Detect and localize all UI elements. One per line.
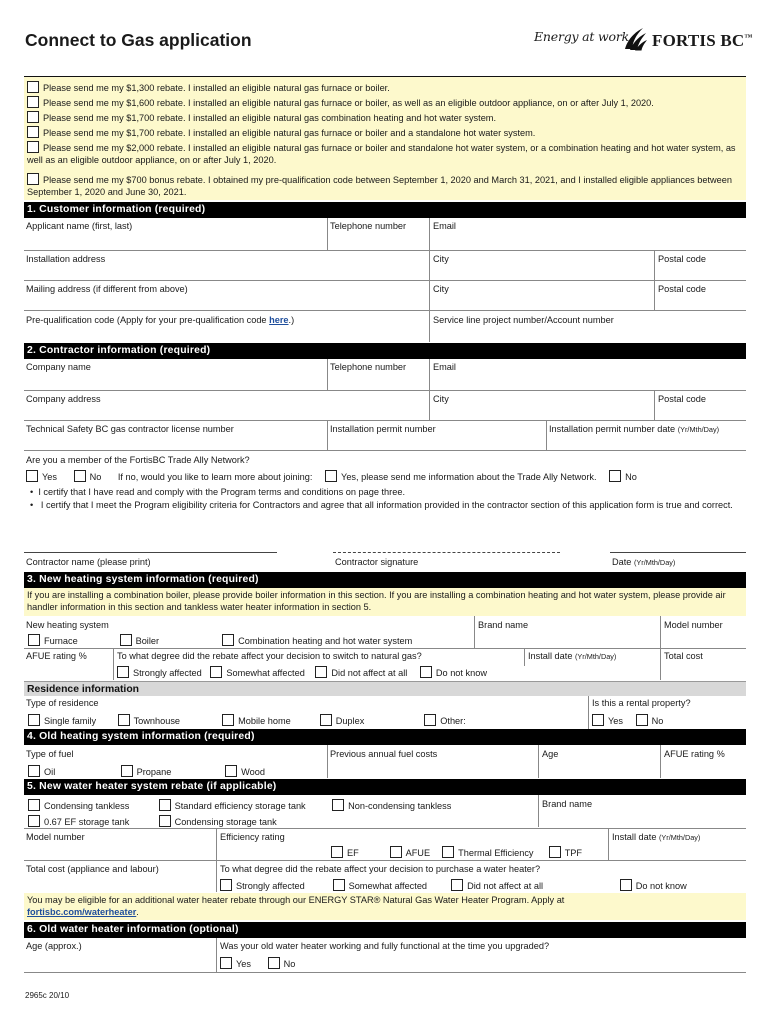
old-heater-options bbox=[220, 957, 295, 969]
certify-text: I certify that I have read and comply with the Program terms and conditions on page three. bbox=[38, 487, 406, 497]
efficiency-options bbox=[331, 846, 582, 858]
do-not-know-label: Do not know bbox=[635, 881, 687, 891]
section-6-header: 6. Old water heater information (optional) bbox=[24, 922, 746, 938]
certify-text: I certify that I meet the Program eligibility criteria for Contractors and agree that all information provided in the contractor section of this application form is true and correct. bbox=[40, 500, 733, 510]
rebate-2000-checkbox[interactable] bbox=[27, 141, 39, 153]
prequal-text-end: .) bbox=[288, 315, 295, 325]
date-format-hint: (Yr/Mth/Day) bbox=[575, 652, 617, 661]
somewhat-label: Somewhat affected bbox=[348, 881, 428, 891]
divider bbox=[24, 828, 746, 829]
postal-code-label: Postal code bbox=[658, 254, 707, 264]
waterheater-link[interactable]: fortisbc.com/waterheater bbox=[27, 906, 137, 917]
brand-name-label: Brand name bbox=[478, 620, 529, 630]
somewhat-label: Somewhat affected bbox=[226, 668, 305, 678]
oil-label: Oil bbox=[44, 767, 56, 777]
no-label: No bbox=[89, 472, 102, 482]
heating-type-options bbox=[28, 634, 412, 646]
divider bbox=[327, 218, 328, 250]
divider bbox=[24, 280, 746, 281]
date-text: Date bbox=[612, 557, 632, 567]
telephone-label: Telephone number bbox=[330, 362, 407, 372]
prequalification-code-label bbox=[26, 315, 294, 325]
not-affect-label: Did not affect at all bbox=[331, 668, 408, 678]
do-not-know-checkbox[interactable] bbox=[420, 666, 432, 678]
install-date-text: Install date bbox=[528, 651, 573, 661]
date-line bbox=[610, 552, 746, 553]
afue-checkbox[interactable] bbox=[390, 846, 402, 858]
rebate-text: Please send me my $2,000 rebate. I installed an eligible natural gas furnace or boiler and standalone hot water system, or a combination heating and hot water system, as well as an eligible outdoor appliance, on or after July 1, 2020. bbox=[27, 143, 736, 165]
townhouse-label: Townhouse bbox=[133, 716, 181, 726]
contractor-name-label: Contractor name (please print) bbox=[26, 557, 151, 567]
section-3-header: 3. New heating system information (required) bbox=[24, 572, 746, 588]
divider bbox=[24, 420, 746, 421]
certify-item: • I certify that I meet the Program eligibility criteria for Contractors and agree that all information provided in the contractor section of this application form is true and correct. bbox=[30, 500, 733, 510]
postal-code-label: Postal code bbox=[658, 394, 707, 404]
company-address-label: Company address bbox=[26, 394, 101, 404]
member-yes-checkbox[interactable] bbox=[26, 470, 38, 482]
divider bbox=[524, 648, 525, 666]
water-heater-options-1 bbox=[28, 799, 451, 811]
page-title: Connect to Gas application bbox=[25, 30, 252, 50]
date-format-hint: (Yr/Mth/Day) bbox=[633, 558, 676, 567]
name-line bbox=[24, 552, 277, 553]
degree-question: To what degree did the rebate affect your decision to purchase a water heater? bbox=[220, 864, 541, 874]
rebate-text: Please send me my $1,700 rebate. I installed an eligible natural gas furnace or boiler and a standalone hot water system. bbox=[43, 128, 536, 138]
standard-tank-label: Standard efficiency storage tank bbox=[174, 801, 306, 811]
trade-ally-options bbox=[26, 470, 637, 482]
divider bbox=[24, 390, 746, 391]
yes-label: Yes bbox=[42, 472, 57, 482]
degree-options bbox=[117, 666, 487, 678]
divider bbox=[24, 972, 746, 973]
no-label: No bbox=[283, 959, 296, 969]
rebate-option bbox=[27, 141, 741, 166]
trademark-mark: ™ bbox=[744, 32, 753, 42]
boiler-label: Boiler bbox=[135, 636, 160, 646]
fortisbc-flame-logo-icon bbox=[621, 25, 649, 53]
city-label: City bbox=[433, 254, 449, 264]
residence-header: Residence information bbox=[24, 681, 746, 696]
rental-options bbox=[592, 714, 663, 726]
boiler-checkbox[interactable] bbox=[120, 634, 132, 646]
degree-question: To what degree did the rebate affect your decision to switch to natural gas? bbox=[117, 651, 422, 661]
yes-label: Yes bbox=[608, 716, 623, 726]
residence-type-label: Type of residence bbox=[26, 698, 99, 708]
total-cost-label: Total cost bbox=[664, 651, 703, 661]
rental-yes-checkbox[interactable] bbox=[592, 714, 604, 726]
date-format-hint: (Yr/Mth/Day) bbox=[677, 425, 720, 434]
trade-ally-question: Are you a member of the FortisBC Trade Ally Network? bbox=[26, 455, 250, 465]
rebate-option bbox=[27, 126, 741, 139]
send-info-label: Yes, please send me information about the Trade Ally Network. bbox=[341, 472, 597, 482]
permit-number-label: Installation permit number bbox=[330, 424, 436, 434]
divider bbox=[538, 795, 539, 827]
fuel-type-label: Type of fuel bbox=[26, 749, 74, 759]
other-label: Other: bbox=[440, 716, 466, 726]
somewhat-affected-checkbox[interactable] bbox=[210, 666, 222, 678]
note-end: . bbox=[136, 906, 139, 917]
if-no-label: If no, would you like to learn more about joining: bbox=[117, 472, 313, 482]
divider bbox=[24, 310, 746, 311]
divider bbox=[327, 745, 328, 778]
old-heater-yes-checkbox[interactable] bbox=[220, 957, 232, 969]
member-no-checkbox[interactable] bbox=[74, 470, 86, 482]
install-date-label bbox=[528, 651, 616, 661]
postal-code-label: Postal code bbox=[658, 284, 707, 294]
no-info-checkbox[interactable] bbox=[609, 470, 621, 482]
furnace-label: Furnace bbox=[44, 636, 78, 646]
not-affect-checkbox[interactable] bbox=[451, 879, 463, 891]
model-number-label: Model number bbox=[664, 620, 723, 630]
rebate-options bbox=[24, 76, 746, 200]
ef-storage-tank-label: 0.67 EF storage tank bbox=[44, 817, 130, 827]
permit-date-label bbox=[549, 424, 719, 434]
do-not-know-label: Do not know bbox=[435, 668, 487, 678]
furnace-checkbox[interactable] bbox=[28, 634, 40, 646]
divider bbox=[113, 648, 114, 680]
rebate-text: Please send me my $1,600 rebate. I installed an eligible natural gas furnace or boiler, as well as an eligible outdoor appliance, on or after July 1, 2020. bbox=[43, 98, 654, 108]
note-text: You may be eligible for an additional water heater rebate through our ENERGY STAR® Natural Gas Water Heater Program. Apply at bbox=[27, 895, 565, 905]
strongly-label: Strongly affected bbox=[236, 881, 305, 891]
afue-rating-label: AFUE rating % bbox=[664, 749, 725, 759]
divider bbox=[608, 828, 609, 860]
brand-name-label: Brand name bbox=[542, 799, 593, 809]
mailing-address-label: Mailing address (if different from above) bbox=[26, 284, 188, 294]
divider bbox=[327, 420, 328, 450]
rebate-1300-checkbox[interactable] bbox=[27, 81, 39, 93]
combination-label: Combination heating and hot water system bbox=[238, 636, 413, 646]
section-5-header: 5. New water heater system rebate (if applicable) bbox=[24, 779, 746, 795]
oil-checkbox[interactable] bbox=[28, 765, 40, 777]
duplex-label: Duplex bbox=[335, 716, 365, 726]
signature-line[interactable] bbox=[333, 552, 560, 553]
divider bbox=[474, 616, 475, 648]
fuel-options bbox=[28, 765, 265, 777]
somewhat-affected-checkbox[interactable] bbox=[333, 879, 345, 891]
section-3-note: If you are installing a combination boiler, please provide boiler information in this section. If you are installing a combination heating and hot water system, please provide air handler information in this section and tankless water heater information in section 5. bbox=[24, 588, 746, 616]
wood-label: Wood bbox=[241, 767, 265, 777]
rental-no-checkbox[interactable] bbox=[636, 714, 648, 726]
water-heater-note bbox=[24, 893, 746, 920]
yes-label: Yes bbox=[236, 959, 251, 969]
rebate-text: Please send me my $1,300 rebate. I installed an eligible natural gas furnace or boiler. bbox=[43, 83, 390, 93]
strongly-affected-checkbox[interactable] bbox=[117, 666, 129, 678]
duplex-checkbox[interactable] bbox=[320, 714, 332, 726]
license-label: Technical Safety BC gas contractor license number bbox=[26, 424, 234, 434]
install-date-label bbox=[612, 832, 700, 842]
service-line-label: Service line project number/Account number bbox=[433, 315, 614, 325]
date-label bbox=[612, 557, 675, 567]
divider bbox=[538, 745, 539, 778]
rebate-option bbox=[27, 96, 741, 109]
divider bbox=[24, 860, 746, 861]
section-4-header: 4. Old heating system information (required) bbox=[24, 729, 746, 745]
divider bbox=[654, 390, 655, 420]
prequal-here-link[interactable]: here bbox=[269, 315, 289, 325]
rental-question: Is this a rental property? bbox=[592, 698, 691, 708]
strongly-affected-checkbox[interactable] bbox=[220, 879, 232, 891]
rebate-1700-standalone-checkbox[interactable] bbox=[27, 126, 39, 138]
thermal-efficiency-label: Thermal Efficiency bbox=[458, 848, 534, 858]
no-label: No bbox=[625, 472, 637, 482]
rebate-text: Please send me my $700 bonus rebate. I obtained my pre-qualification code between September 1, 2020 and March 31, 2021, and I installed eligible appliances between September 1, 2020 and June 30, 2021. bbox=[27, 175, 732, 197]
new-heating-label: New heating system bbox=[26, 620, 109, 630]
divider bbox=[24, 648, 746, 649]
old-heater-question: Was your old water heater working and fully functional at the time you upgraded? bbox=[220, 941, 550, 951]
divider bbox=[24, 450, 746, 451]
condensing-storage-tank-checkbox[interactable] bbox=[159, 815, 171, 827]
degree-options bbox=[220, 879, 687, 891]
residence-options bbox=[28, 714, 466, 726]
divider bbox=[216, 938, 217, 972]
divider bbox=[546, 420, 547, 450]
condensing-tankless-checkbox[interactable] bbox=[28, 799, 40, 811]
mobile-home-label: Mobile home bbox=[238, 716, 291, 726]
single-family-checkbox[interactable] bbox=[28, 714, 40, 726]
condensing-storage-tank-label: Condensing storage tank bbox=[174, 817, 277, 827]
divider bbox=[588, 696, 589, 730]
afue-label: AFUE rating % bbox=[26, 651, 87, 661]
propane-label: Propane bbox=[136, 767, 172, 777]
other-checkbox[interactable] bbox=[424, 714, 436, 726]
company-name-label: Company name bbox=[26, 362, 91, 372]
contractor-signature-label: Contractor signature bbox=[335, 557, 419, 567]
not-affect-checkbox[interactable] bbox=[315, 666, 327, 678]
section-2-header: 2. Contractor information (required) bbox=[24, 343, 746, 359]
not-affect-label: Did not affect at all bbox=[467, 881, 544, 891]
wood-checkbox[interactable] bbox=[225, 765, 237, 777]
standard-tank-checkbox[interactable] bbox=[159, 799, 171, 811]
brand-tagline: Energy at work bbox=[534, 29, 630, 44]
date-format-hint: (Yr/Mth/Day) bbox=[659, 833, 701, 842]
divider bbox=[660, 745, 661, 778]
single-family-label: Single family bbox=[44, 716, 97, 726]
old-heater-no-checkbox[interactable] bbox=[268, 957, 280, 969]
certify-item: • I certify that I have read and comply with the Program terms and conditions on page three. bbox=[30, 487, 406, 497]
tpf-checkbox[interactable] bbox=[549, 846, 561, 858]
rebate-option bbox=[27, 111, 741, 124]
water-heater-options-2 bbox=[28, 815, 277, 827]
divider bbox=[24, 250, 746, 251]
ef-label: EF bbox=[347, 848, 359, 858]
prequal-text: Pre-qualification code (Apply for your pre-qualification code bbox=[26, 315, 270, 325]
telephone-label: Telephone number bbox=[330, 221, 407, 231]
email-label: Email bbox=[433, 221, 456, 231]
rebate-option bbox=[27, 81, 741, 94]
do-not-know-checkbox[interactable] bbox=[620, 879, 632, 891]
age-approx-label: Age (approx.) bbox=[26, 941, 82, 951]
installation-address-label: Installation address bbox=[26, 254, 106, 264]
thermal-efficiency-checkbox[interactable] bbox=[442, 846, 454, 858]
strongly-label: Strongly affected bbox=[133, 668, 202, 678]
ef-storage-tank-checkbox[interactable] bbox=[28, 815, 40, 827]
rebate-700-bonus-checkbox[interactable] bbox=[27, 173, 39, 185]
non-condensing-checkbox[interactable] bbox=[332, 799, 344, 811]
total-cost-label: Total cost (appliance and labour) bbox=[26, 864, 159, 874]
email-label: Email bbox=[433, 362, 456, 372]
section-1-header: 1. Customer information (required) bbox=[24, 202, 746, 218]
non-condensing-label: Non-condensing tankless bbox=[348, 801, 452, 811]
install-date-text: Install date bbox=[612, 832, 657, 842]
permit-date-text: Installation permit number date bbox=[549, 424, 676, 434]
rebate-1700-combo-checkbox[interactable] bbox=[27, 111, 39, 123]
condensing-tankless-label: Condensing tankless bbox=[44, 801, 130, 811]
send-info-checkbox[interactable] bbox=[325, 470, 337, 482]
city-label: City bbox=[433, 394, 449, 404]
afue-label: AFUE bbox=[405, 848, 431, 858]
city-label: City bbox=[433, 284, 449, 294]
previous-fuel-costs-label: Previous annual fuel costs bbox=[330, 749, 438, 759]
tpf-label: TPF bbox=[564, 848, 583, 858]
model-number-label: Model number bbox=[26, 832, 85, 842]
no-label: No bbox=[651, 716, 664, 726]
ef-checkbox[interactable] bbox=[331, 846, 343, 858]
applicant-name-label: Applicant name (first, last) bbox=[26, 221, 133, 231]
form-code: 2965c 20/10 bbox=[25, 991, 70, 1000]
brand-name: FORTIS BC bbox=[652, 31, 745, 50]
rebate-text: Please send me my $1,700 rebate. I installed an eligible natural gas combination heating and hot water system. bbox=[43, 113, 497, 123]
mobile-home-checkbox[interactable] bbox=[222, 714, 234, 726]
efficiency-rating-label: Efficiency rating bbox=[220, 832, 285, 842]
rebate-1600-checkbox[interactable] bbox=[27, 96, 39, 108]
propane-checkbox[interactable] bbox=[121, 765, 133, 777]
age-label: Age bbox=[542, 749, 559, 759]
combination-checkbox[interactable] bbox=[222, 634, 234, 646]
divider bbox=[327, 359, 328, 391]
brand-logo bbox=[652, 31, 753, 51]
townhouse-checkbox[interactable] bbox=[118, 714, 130, 726]
rebate-option bbox=[27, 173, 741, 198]
